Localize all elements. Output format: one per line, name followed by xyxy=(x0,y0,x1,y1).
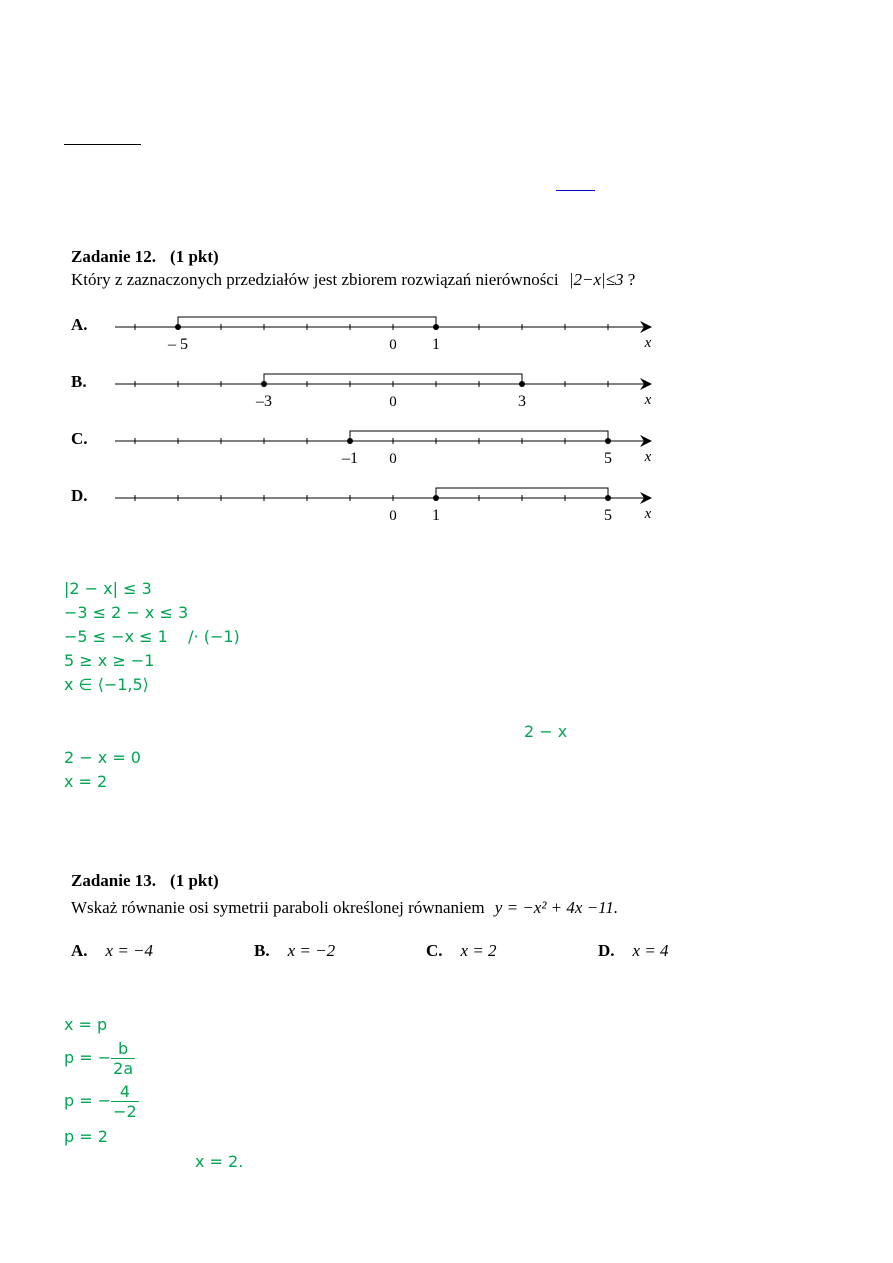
task12-question-suffix: ? xyxy=(627,270,636,289)
axis-label: x xyxy=(644,392,652,408)
fraction xyxy=(111,1039,135,1078)
task13-question-math: y = −x² + 4x −11. xyxy=(494,898,619,917)
interval-endpoint xyxy=(519,381,525,387)
task13-solution-line3-lhs: p = − xyxy=(64,1091,112,1110)
number-lines xyxy=(0,0,893,560)
axis-label: x xyxy=(644,506,652,522)
tick-label: 0 xyxy=(389,337,397,353)
fraction-numerator: 4 xyxy=(119,1082,131,1101)
fraction-denominator: 2a xyxy=(113,1059,134,1078)
task13-option-d-label: D. xyxy=(598,941,615,960)
task13-heading xyxy=(71,871,219,891)
fraction-denominator: −2 xyxy=(113,1102,137,1121)
task12-solution2-line2: x = 2 xyxy=(64,772,108,791)
axis-label: x xyxy=(644,335,652,351)
task13-solution-line4: p = 2 xyxy=(64,1127,108,1146)
task12-option-b-label: B. xyxy=(71,372,87,391)
task12-question-text: Który z zaznaczonych przedziałów jest zbiorem rozwiązań nierówności xyxy=(71,270,559,289)
task13-option-d xyxy=(598,941,669,961)
tick-label: 5 xyxy=(604,450,612,467)
task12-question-math: |2−x|≤3 xyxy=(568,270,624,289)
task12-solution xyxy=(64,577,240,697)
task12-solution-line3: −5 ≤ −x ≤ 1 /· (−1) xyxy=(64,627,240,646)
interval-endpoint xyxy=(433,324,439,330)
interval-endpoint xyxy=(347,438,353,444)
task12-solution-line1: |2 − x| ≤ 3 xyxy=(64,579,152,598)
interval-endpoint xyxy=(261,381,267,387)
fraction xyxy=(111,1082,139,1121)
tick-label: –1 xyxy=(342,450,358,467)
task12-note-expr: 2 − x xyxy=(524,722,568,741)
task13-option-a-label: A. xyxy=(71,941,88,960)
interval-endpoint xyxy=(175,324,181,330)
task12-option-d-label: D. xyxy=(71,486,88,505)
task12-solution-line2: −3 ≤ 2 − x ≤ 3 xyxy=(64,603,189,622)
task13-option-b-label: B. xyxy=(254,941,270,960)
task12-solution2 xyxy=(64,746,141,794)
task13-option-c xyxy=(426,941,497,961)
tick-label: –3 xyxy=(256,393,272,410)
tick-label: 5 xyxy=(604,507,612,524)
tick-label: 1 xyxy=(432,507,440,524)
tick-label: 1 xyxy=(432,336,440,353)
task13-option-b-value: x = −2 xyxy=(287,941,336,960)
task13-option-c-label: C. xyxy=(426,941,443,960)
interval-endpoint xyxy=(605,438,611,444)
tick-label: 0 xyxy=(389,508,397,524)
fraction-numerator: b xyxy=(118,1039,129,1058)
task13-title: Zadanie 13. xyxy=(71,871,157,890)
task13-solution-line3 xyxy=(64,1082,139,1121)
task12-solution-line4: 5 ≥ x ≥ −1 xyxy=(64,651,155,670)
task13-option-c-value: x = 2 xyxy=(460,941,497,960)
task13-question-text: Wskaż równanie osi symetrii paraboli określonej równaniem xyxy=(71,898,485,917)
task13-option-a-value: x = −4 xyxy=(105,941,154,960)
task12-points: (1 pkt) xyxy=(170,247,219,266)
interval-endpoint xyxy=(433,495,439,501)
tick-label: 3 xyxy=(518,393,526,410)
tick-label: – 5 xyxy=(168,336,188,353)
task13-option-d-value: x = 4 xyxy=(632,941,669,960)
task12-solution-line5: x ∈ ⟨−1,5⟩ xyxy=(64,675,149,694)
task12-title: Zadanie 12. xyxy=(71,247,157,266)
task13-option-a xyxy=(71,941,153,961)
tick-label: 0 xyxy=(389,451,397,467)
task13-solution-line2 xyxy=(64,1039,135,1078)
task13-solution-line2-lhs: p = − xyxy=(64,1048,112,1067)
task13-points: (1 pkt) xyxy=(170,871,219,890)
axis-label: x xyxy=(644,449,652,465)
task12-solution2-line1: 2 − x = 0 xyxy=(64,748,141,767)
task12-option-a-label: A. xyxy=(71,315,88,334)
task13-question xyxy=(71,898,618,918)
task12-option-c-label: C. xyxy=(71,429,88,448)
task13-answer: x = 2. xyxy=(195,1152,244,1171)
task13-solution-line1: x = p xyxy=(64,1015,108,1034)
tick-label: 0 xyxy=(389,394,397,410)
interval-endpoint xyxy=(605,495,611,501)
task13-option-b xyxy=(254,941,335,961)
